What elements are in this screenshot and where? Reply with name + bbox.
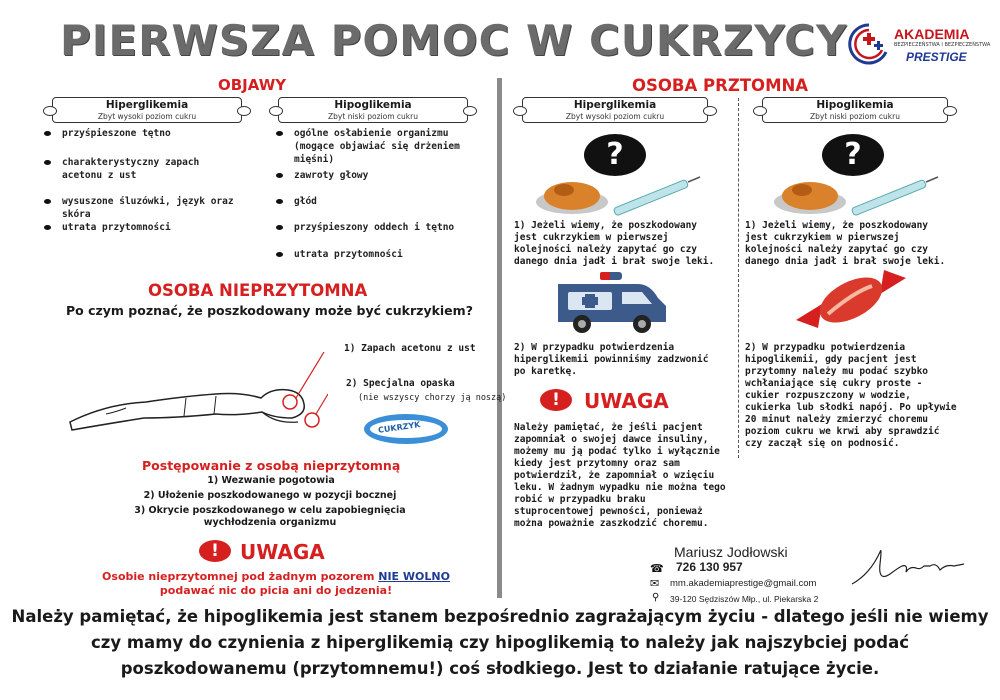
page-title: PIERWSZA POMOC W CUKRZYCY — [60, 16, 848, 65]
bullet-icon — [276, 252, 283, 257]
warning-text-post: podawać nic do picia ani do jedzenia! — [159, 584, 393, 597]
unconscious-warning-text — [76, 570, 476, 598]
location-pin-icon: ⚲ — [652, 592, 660, 603]
symptom-hyper-item: przyśpieszone tętno — [62, 128, 171, 139]
unconscious-heading: OSOBA NIEPRZYTOMNA — [148, 281, 368, 300]
symptom-hypo-item: utrata przytomności — [294, 249, 403, 260]
bullet-icon — [44, 199, 51, 204]
symptoms-hyper-title: Hiperglikemia — [105, 99, 189, 111]
conscious-hyper-step1: 1) Jeżeli wiemy, że poszkodowany jest cukrzykiem w pierwszej kolejności należy zapytać go czy danego dnia jadł i brał swoje leki. — [514, 220, 715, 267]
logo-brand: PRESTIGE — [906, 50, 967, 64]
signature-image — [850, 544, 970, 588]
bullet-icon — [276, 225, 283, 230]
logo-emblem-icon — [848, 22, 890, 66]
symptom-hyper-item: utrata przytomności — [62, 222, 171, 233]
phone-icon: ☎ — [650, 562, 664, 575]
procedure-step: 1) Wezwanie pogotowia — [207, 475, 335, 486]
conscious-hyper-subtitle: Zbyt wysoki poziom cukru — [565, 112, 665, 121]
unconscious-question: Po czym poznać, że poszkodowany może być cukrzykiem? — [66, 303, 473, 318]
symptom-hypo-item: przyśpieszony oddech i tętno — [294, 222, 455, 233]
food-and-insulin-icon — [520, 176, 706, 216]
conscious-heading: OSOBA PRZTOMNA — [632, 76, 809, 95]
conscious-hypo-ribbon — [762, 97, 948, 123]
bullet-icon — [276, 173, 283, 178]
conscious-warning-label: UWAGA — [584, 389, 669, 413]
ambulance-icon — [554, 272, 670, 336]
contact-name: Mariusz Jodłowski — [674, 544, 788, 560]
contact-email[interactable]: mm.akademiaprestige@gmail.com — [670, 578, 817, 589]
conscious-warning-text: Należy pamiętać, że jeśli pacjent zapomniał o swojej dawce insuliny, możemy mu ją podać tylko i wyłącznie kiedy jest przytomny oraz sam potwierdził, że zapomniał o wzięciu leku. W żadnym wypadku nie można tego robić w przypadku braku stuprocentowej pewności, ponieważ można poważnie zaszkodzić choremu. — [514, 422, 726, 529]
bullet-icon — [44, 225, 51, 230]
conscious-hypo-step1: 1) Jeżeli wiemy, że poszkodowany jest cukrzykiem w pierwszej kolejności należy zapytać go czy danego dnia jadł i brał swoje leki. — [745, 220, 946, 267]
bullet-icon — [276, 131, 283, 136]
logo — [848, 22, 991, 68]
question-mark-icon: ? — [584, 134, 646, 176]
warning-icon: ! — [199, 540, 231, 562]
procedure-title: Postępowanie z osobą nieprzytomną — [142, 458, 401, 473]
conscious-hypo-subtitle: Zbyt niski poziom cukru — [810, 112, 900, 121]
wristband-icon — [364, 414, 448, 444]
sign-acetone: 1) Zapach acetonu z ust — [344, 343, 476, 354]
symptom-hypo-item: zawroty głowy — [294, 170, 369, 181]
symptoms-hypo-title: Hipoglikemia — [334, 99, 412, 111]
symptom-hyper-item: wysuszone śluzówki, język oraz skóra — [62, 196, 234, 220]
symptoms-heading: OBJAWY — [218, 76, 287, 94]
procedure-step: 3) Okrycie poszkodowanego w celu zapobiegnięcia wychłodzenia organizmu — [134, 505, 406, 528]
email-icon: ✉ — [650, 577, 660, 590]
sign-band: 2) Specjalna opaska — [346, 378, 455, 389]
bullet-icon — [276, 199, 283, 204]
warning-icon: ! — [540, 389, 572, 411]
candy-icon — [796, 270, 906, 332]
conscious-hypo-step2: 2) W przypadku potwierdzenia hipoglikemii, gdy pacjent jest przytomny należy mu podać szybko wchłaniające się cukry proste - cukier rozpuszczony w wodzie, cukierka lub słodki napój. Po upływie 20 minut należy zmierzyć choremu poziom cukru we krwi aby sprawdzić czy zaczął się on podnosić. — [745, 342, 957, 449]
logo-subtitle: BEZPIECZEŃSTWA I BEZPIECZEŃSTWA — [894, 42, 991, 48]
symptoms-hypo-subtitle: Zbyt niski poziom cukru — [328, 112, 418, 121]
wristband-label: CUKRZYK — [377, 420, 421, 435]
warning-text-pre: Osobie nieprzytomnej pod żadnym pozorem — [102, 570, 379, 583]
food-and-insulin-icon — [758, 176, 944, 216]
conscious-hyper-step2: 2) W przypadku potwierdzenia hiperglikemii powinniśmy zadzwonić po karetkę. — [514, 342, 709, 377]
symptom-hypo-item: głód — [294, 196, 317, 207]
symptom-hypo-item: ogólne osłabienie organizmu (mogące objawiać się drżeniem mięśni) — [294, 128, 460, 165]
right-dashed-divider — [738, 98, 739, 458]
bullet-icon — [44, 131, 51, 136]
unconscious-person-icon — [66, 352, 328, 432]
symptoms-hypo-ribbon — [278, 97, 468, 123]
unconscious-warning-label: UWAGA — [240, 540, 325, 564]
conscious-hyper-title: Hiperglikemia — [573, 99, 657, 111]
center-divider — [497, 78, 502, 598]
procedure-step: 2) Ułożenie poszkodowanego w pozycji bocznej — [143, 490, 397, 501]
warning-text-highlight: NIE WOLNO — [378, 570, 450, 583]
conscious-hyper-ribbon — [522, 97, 708, 123]
logo-name: AKADEMIA — [894, 26, 970, 42]
contact-phone[interactable]: 726 130 957 — [676, 560, 743, 574]
symptom-hyper-item: charakterystyczny zapach acetonu z ust — [62, 157, 200, 181]
sign-band-note: (nie wszyscy chorzy ją noszą) — [358, 393, 507, 403]
symptoms-hyper-ribbon — [52, 97, 242, 123]
contact-address: 39-120 Sędziszów Młp., ul. Piekarska 2 — [670, 594, 819, 604]
question-mark-icon: ? — [822, 134, 884, 176]
symptoms-hyper-subtitle: Zbyt wysoki poziom cukru — [97, 112, 197, 121]
footer-note: Należy pamiętać, że hipoglikemia jest stanem bezpośrednio zagrażającym życiu - dlatego jeśli nie wiemy czy mamy do czynienia z hiperglikemią czy hipoglikemią to należy jak najszybciej podać poszkodowanemu (przytomnemu!) coś słodkiego. Jest to działanie ratujące życie. — [11, 607, 989, 678]
conscious-hypo-title: Hipoglikemia — [816, 99, 894, 111]
bullet-icon — [44, 160, 51, 165]
